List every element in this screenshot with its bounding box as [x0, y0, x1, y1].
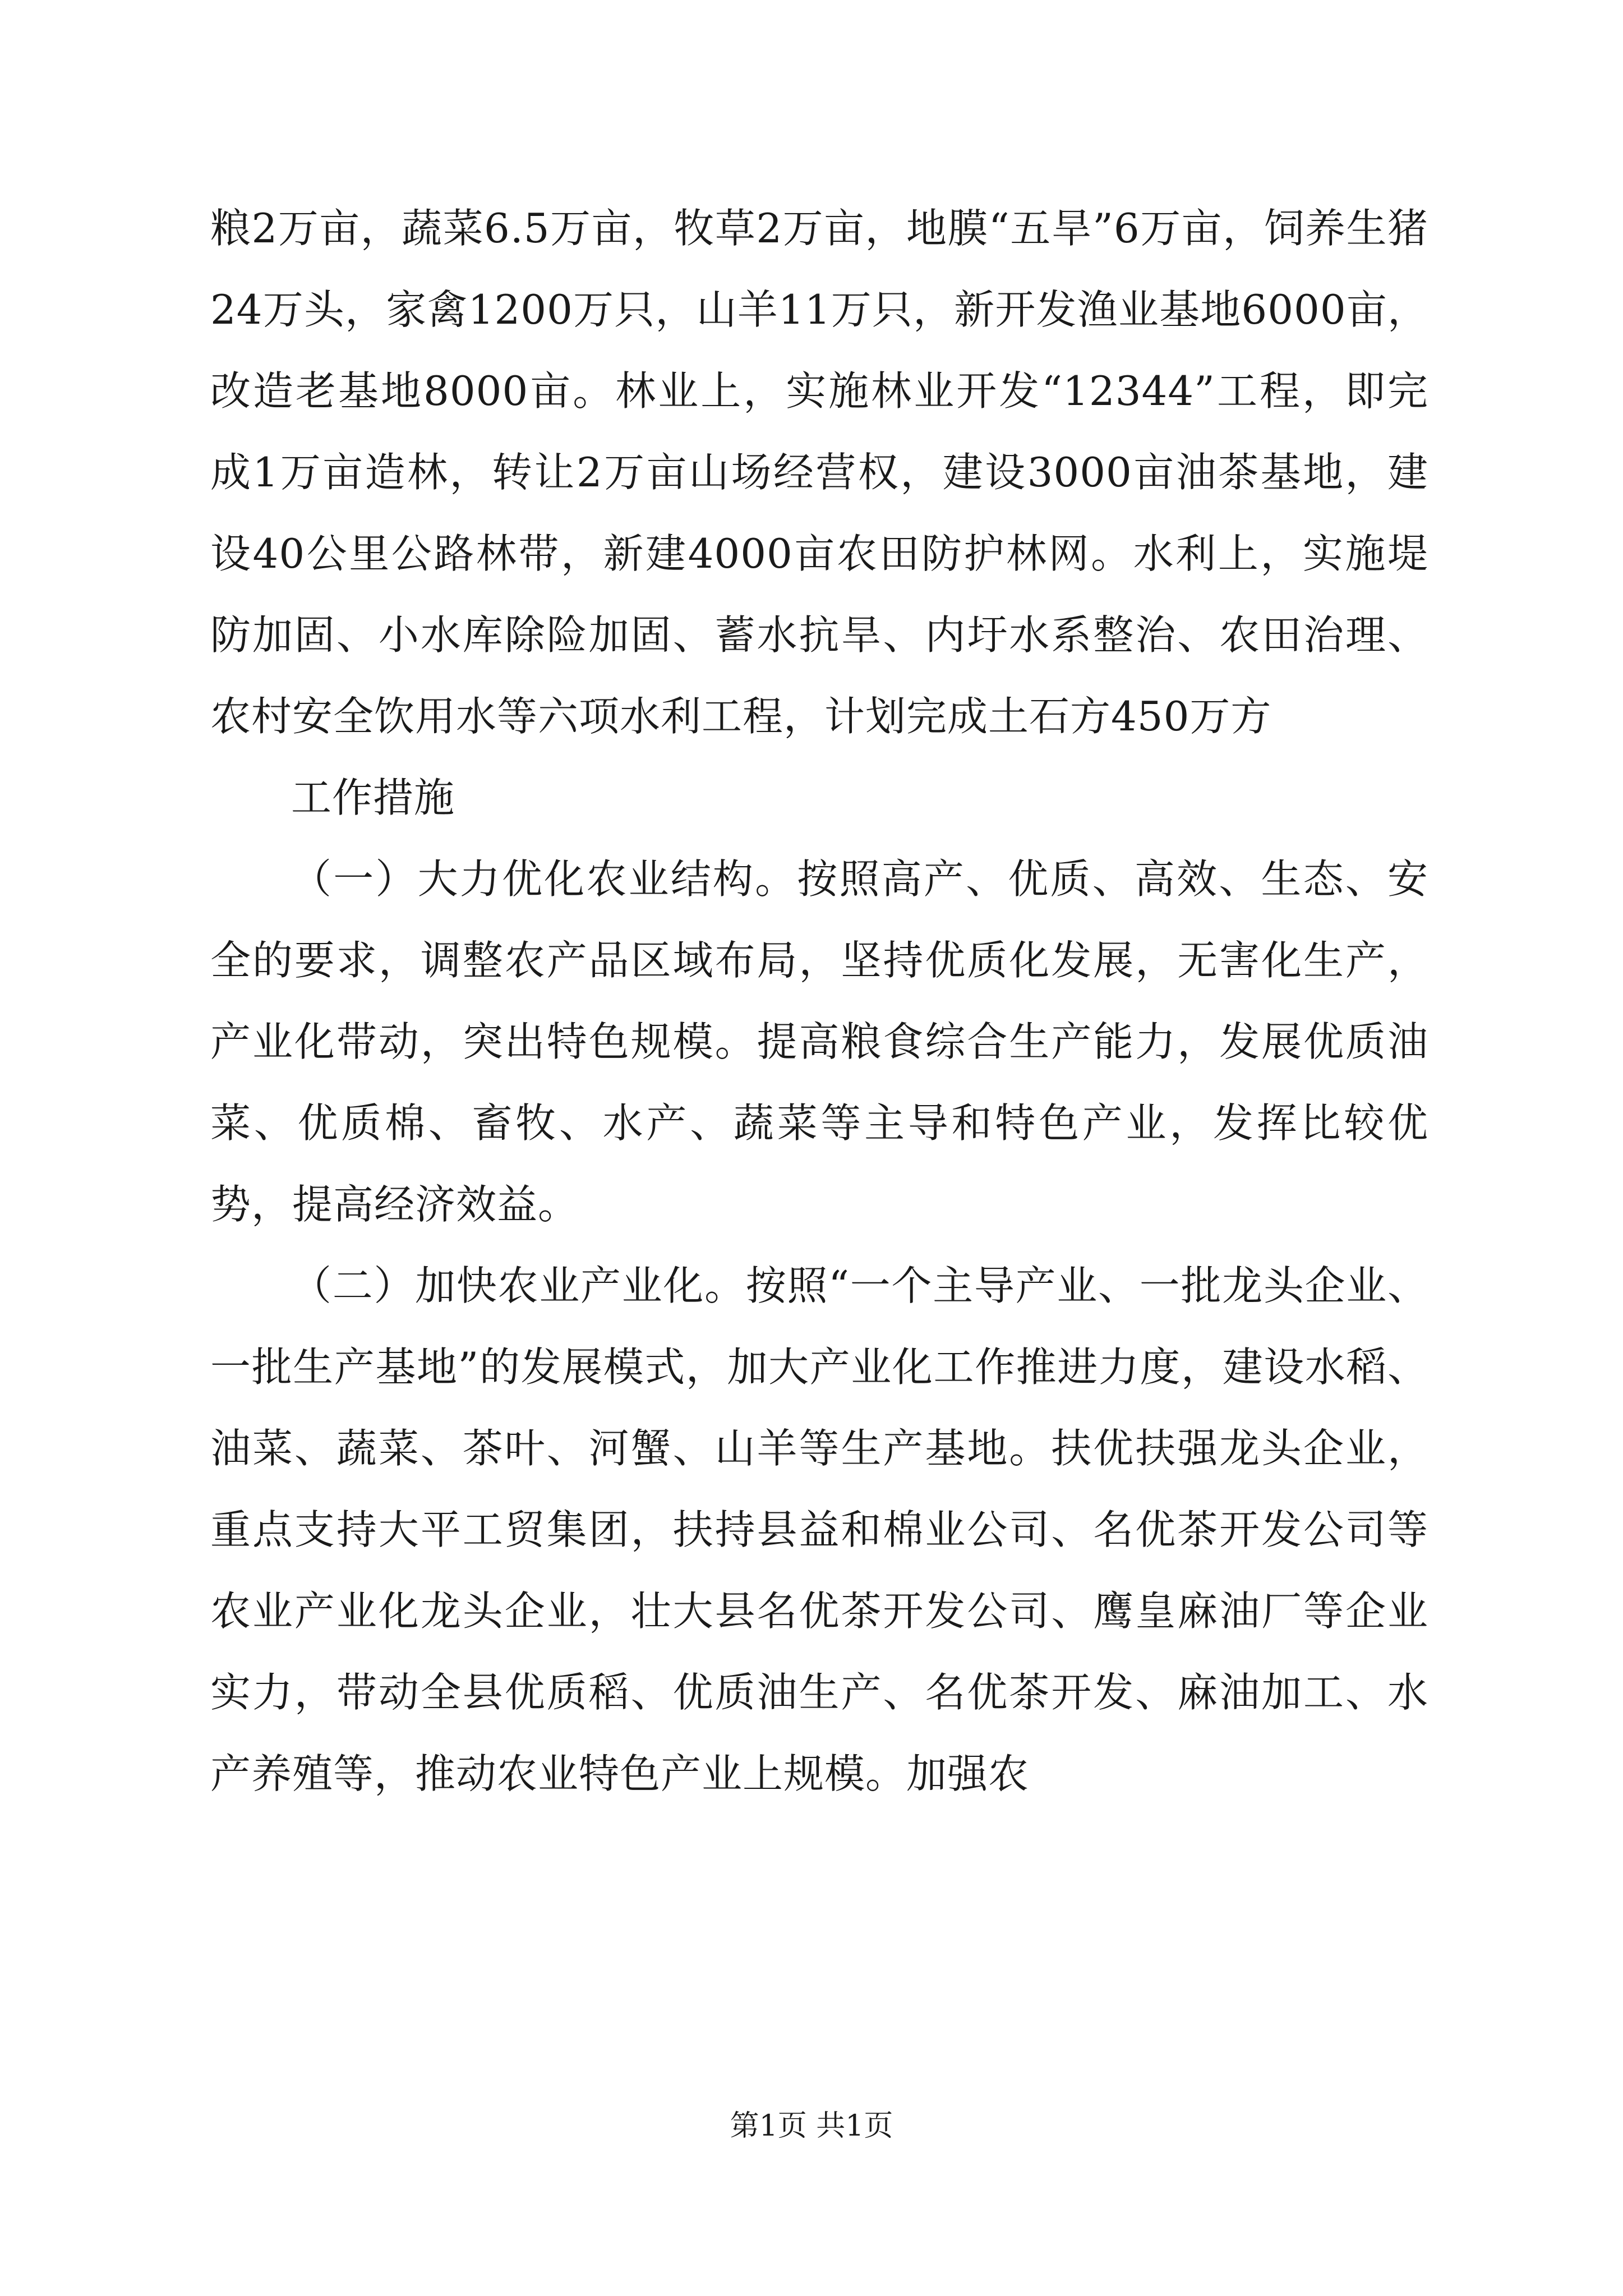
- page-footer: [0, 2106, 1623, 2146]
- paragraph-measure-2: （二）加快农业产业化。按照“一个主导产业、一批龙头企业、一批生产基地”的发展模式，加大产业化工作推进力度，建设水稻、油菜、蔬菜、茶叶、河蟹、山羊等生产基地。扶优扶强龙头企业，重点支持大平工贸集团，扶持县益和棉业公司、名优茶开发公司等农业产业化龙头企业，壮大县名优茶开发公司、鹰皇麻油厂等企业实力，带动全县优质稻、优质油生产、名优茶开发、麻油加工、水产养殖等，推动农业特色产业上规模。加强农: [210, 1262, 1428, 1797]
- page-number-label: 第1页 共1页: [730, 2109, 893, 2143]
- section-heading-work-measures: 工作措施: [291, 774, 455, 821]
- document-body: [210, 188, 1428, 1815]
- paragraph-measure-1: （一）大力优化农业结构。按照高产、优质、高效、生态、安全的要求，调整农产品区域布局，坚持优质化发展，无害化生产，产业化带动，突出特色规模。提高粮食综合生产能力，发展优质油菜、优质棉、畜牧、水产、蔬菜等主导和特色产业，发挥比较优势，提高经济效益。: [210, 855, 1428, 1228]
- paragraph-continuation: 粮2万亩，蔬菜6.5万亩，牧草2万亩，地膜“五旱”6万亩，饲养生猪24万头，家禽1200万只，山羊11万只，新开发渔业基地6000亩，改造老基地8000亩。林业上，实施林业开发“12344”工程，即完成1万亩造林，转让2万亩山场经营权，建设3000亩油茶基地，建设40公里公路林带，新建4000亩农田防护林网。水利上，实施堤防加固、小水库除险加固、蓄水抗旱、内圩水系整治、农田治理、农村安全饮用水等六项水利工程，计划完成土石方450万方: [210, 205, 1428, 740]
